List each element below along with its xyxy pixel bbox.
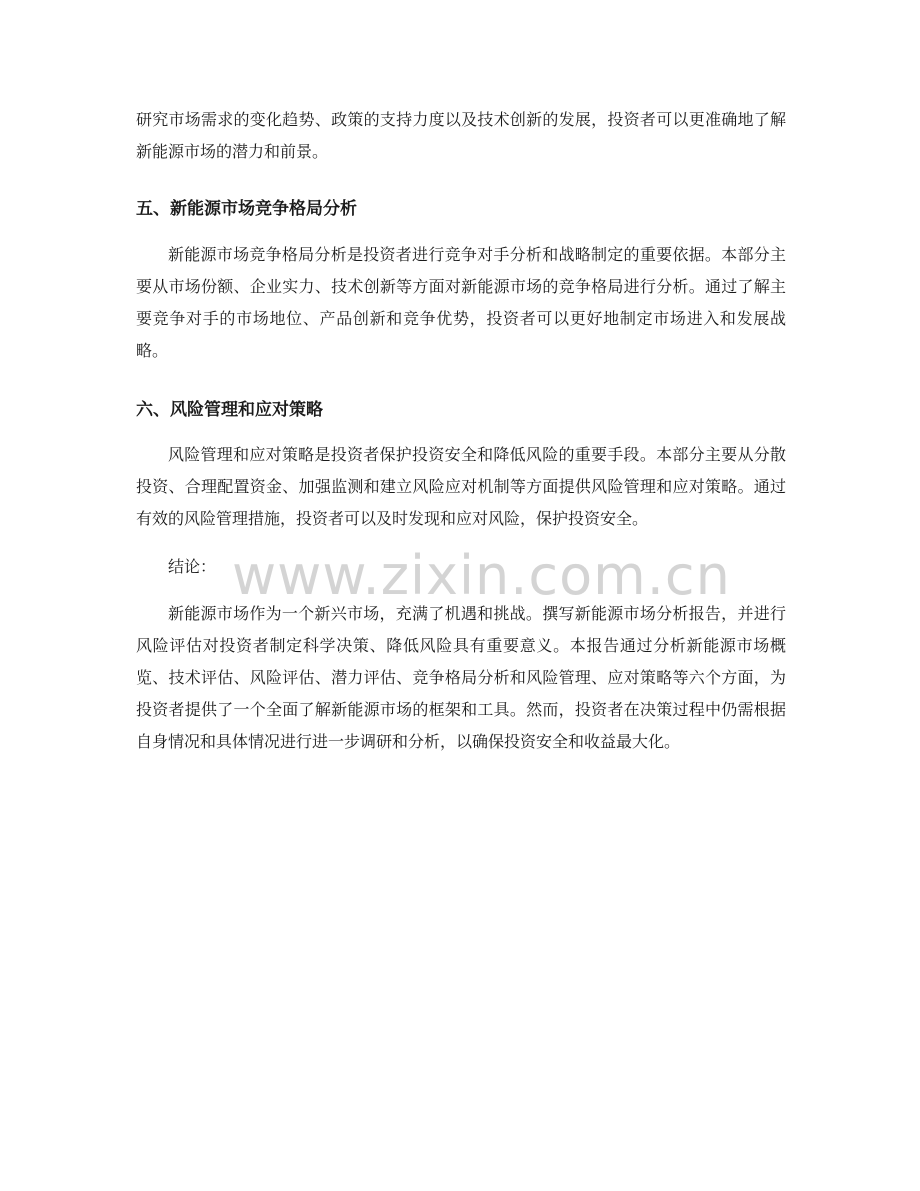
intro-paragraph: 研究市场需求的变化趋势、政策的支持力度以及技术创新的发展，投资者可以更准确地了解新能源市场的潜力和前景。 xyxy=(136,110,786,161)
section-six-heading: 六、风险管理和应对策略 xyxy=(136,400,323,420)
section-five-paragraph: 新能源市场竞争格局分析是投资者进行竞争对手分析和战略制定的重要依据。本部分主要从市场份额、企业实力、技术创新等方面对新能源市场的竞争格局进行分析。通过了解主要竞争对手的市场地位、产品创新和竞争优势，投资者可以更好地制定市场进入和发展战略。 xyxy=(136,245,786,360)
watermark-text: www.zixin.com.cn xyxy=(232,544,731,607)
conclusion-paragraph: 新能源市场作为一个新兴市场，充满了机遇和挑战。撰写新能源市场分析报告，并进行风险评估对投资者制定科学决策、降低风险具有重要意义。本报告通过分析新能源市场概览、技术评估、风险评估、潜力评估、竞争格局分析和风险管理、应对策略等六个方面，为投资者提供了一个全面了解新能源市场的框架和工具。然而，投资者在决策过程中仍需根据自身情况和具体情况进行进一步调研和分析，以确保投资安全和收益最大化。 xyxy=(136,604,786,751)
section-five-heading: 五、新能源市场竞争格局分析 xyxy=(136,199,357,219)
document-body xyxy=(136,104,786,758)
section-six-paragraph: 风险管理和应对策略是投资者保护投资安全和降低风险的重要手段。本部分主要从分散投资、合理配置资金、加强监测和建立风险应对机制等方面提供风险管理和应对策略。通过有效的风险管理措施，投资者可以及时发现和应对风险，保护投资安全。 xyxy=(136,445,786,528)
conclusion-label: 结论： xyxy=(168,557,217,576)
